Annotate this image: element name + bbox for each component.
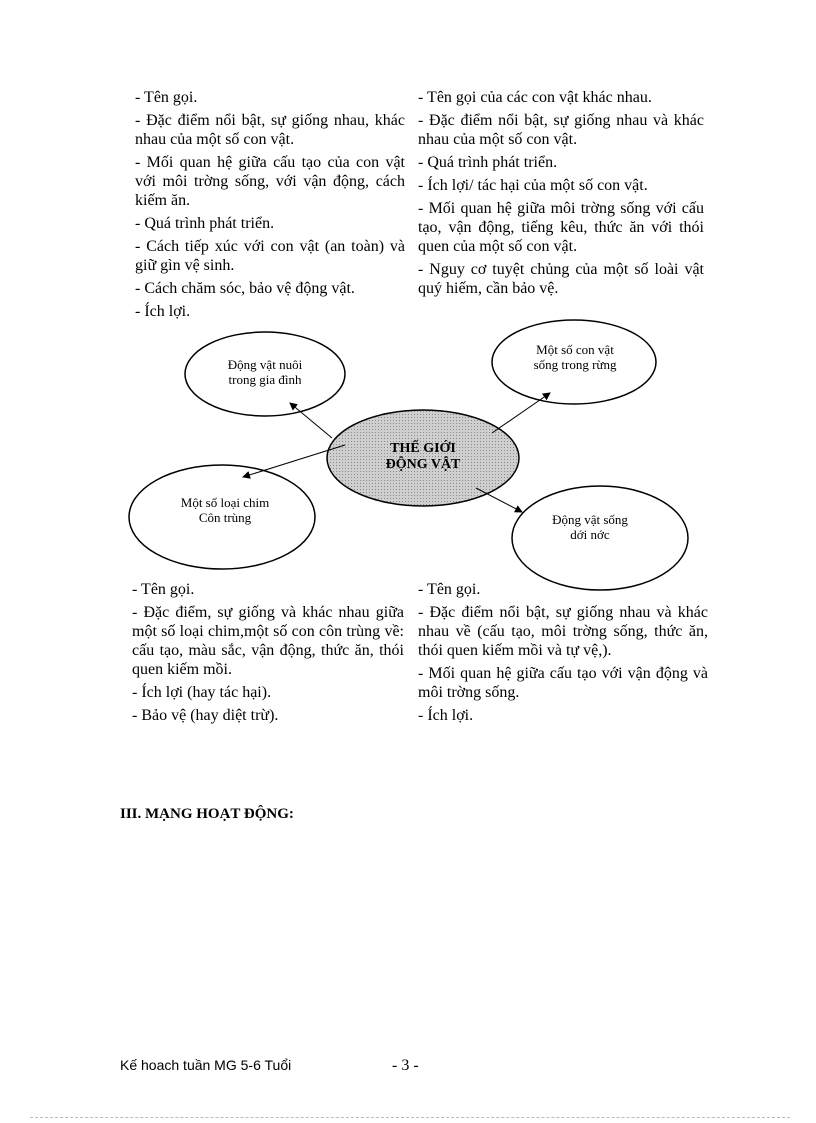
section-heading: III. MẠNG HOẠT ĐỘNG: [120,806,294,822]
topic-list-bottom-left [132,580,404,729]
list-item: - Đặc điểm nổi bật, sự giống nhau, khác nhau của một số con vật. [135,112,405,148]
list-item: - Ích lợi/ tác hại của một số con vật. [418,177,648,194]
topic-list-bottom-right [418,580,708,729]
list-item: - Tên gọi. [132,581,195,598]
footer-title: Kế hoach tuần MG 5-6 Tuổi [120,1057,292,1073]
list-item: - Quá trình phát triển. [418,154,558,171]
list-item: - Tên gọi. [418,581,481,598]
list-item: - Tên gọi của các con vật khác nhau. [418,89,652,106]
list-item: - Mối quan hệ giữa môi trờng sống với cấu tạo, vận động, tiếng kêu, thức ăn với thói quen của một số con vật. [418,200,704,255]
node-label-forest: Một số con vật sống trong rừng [533,342,617,372]
list-item: - Mối quan hệ giữa cấu tạo với vận động và môi trờng sống. [418,665,708,701]
list-item: - Bảo vệ (hay diệt trừ). [132,707,279,724]
node-label-center: THẾ GIỚI ĐỘNG VẬT [385,441,461,472]
node-label-domestic: Động vật nuôi trong gia đình [227,357,303,387]
list-item: - Ích lợi. [418,707,474,724]
topic-list-top-right [418,88,704,302]
list-item: - Cách tiếp xúc với con vật (an toàn) và giữ gìn vệ sinh. [135,238,405,274]
node-label-birds: Một số loại chim Côn trùng [180,495,270,525]
node-label-water: Động vật sống dới nớc [552,512,628,542]
arrow-to-forest [492,393,550,433]
page-number: - 3 - [392,1057,419,1074]
list-item: - Đặc điểm, sự giống và khác nhau giữa một số loại chim,một số con côn trùng về: cấu tạo, màu sắc, vận động, thức ăn, thói quen kiếm mồi. [132,604,404,678]
footer-divider [30,1117,790,1118]
list-item: - Đặc điểm nổi bật, sự giống nhau và khác nhau về (cấu tạo, môi trờng sống, thức ăn, thói quen kiếm mồi và tự vệ,). [418,604,708,659]
list-item: - Đặc điểm nổi bật, sự giống nhau và khác nhau của một số con vật. [418,112,704,148]
list-item: - Quá trình phát triển. [135,215,275,232]
list-item: - Ích lợi. [135,303,191,320]
topic-list-top-left [135,88,405,325]
list-item: - Ích lợi (hay tác hại). [132,684,272,701]
list-item: - Cách chăm sóc, bảo vệ động vật. [135,280,355,297]
arrow-to-water [476,488,522,512]
list-item: - Nguy cơ tuyệt chủng của một số loài vật quý hiếm, cần bảo vệ. [418,261,704,297]
list-item: - Tên gọi. [135,89,198,106]
list-item: - Mối quan hệ giữa cấu tạo của con vật với môi trờng sống, với vận động, cách kiếm ăn. [135,154,405,209]
